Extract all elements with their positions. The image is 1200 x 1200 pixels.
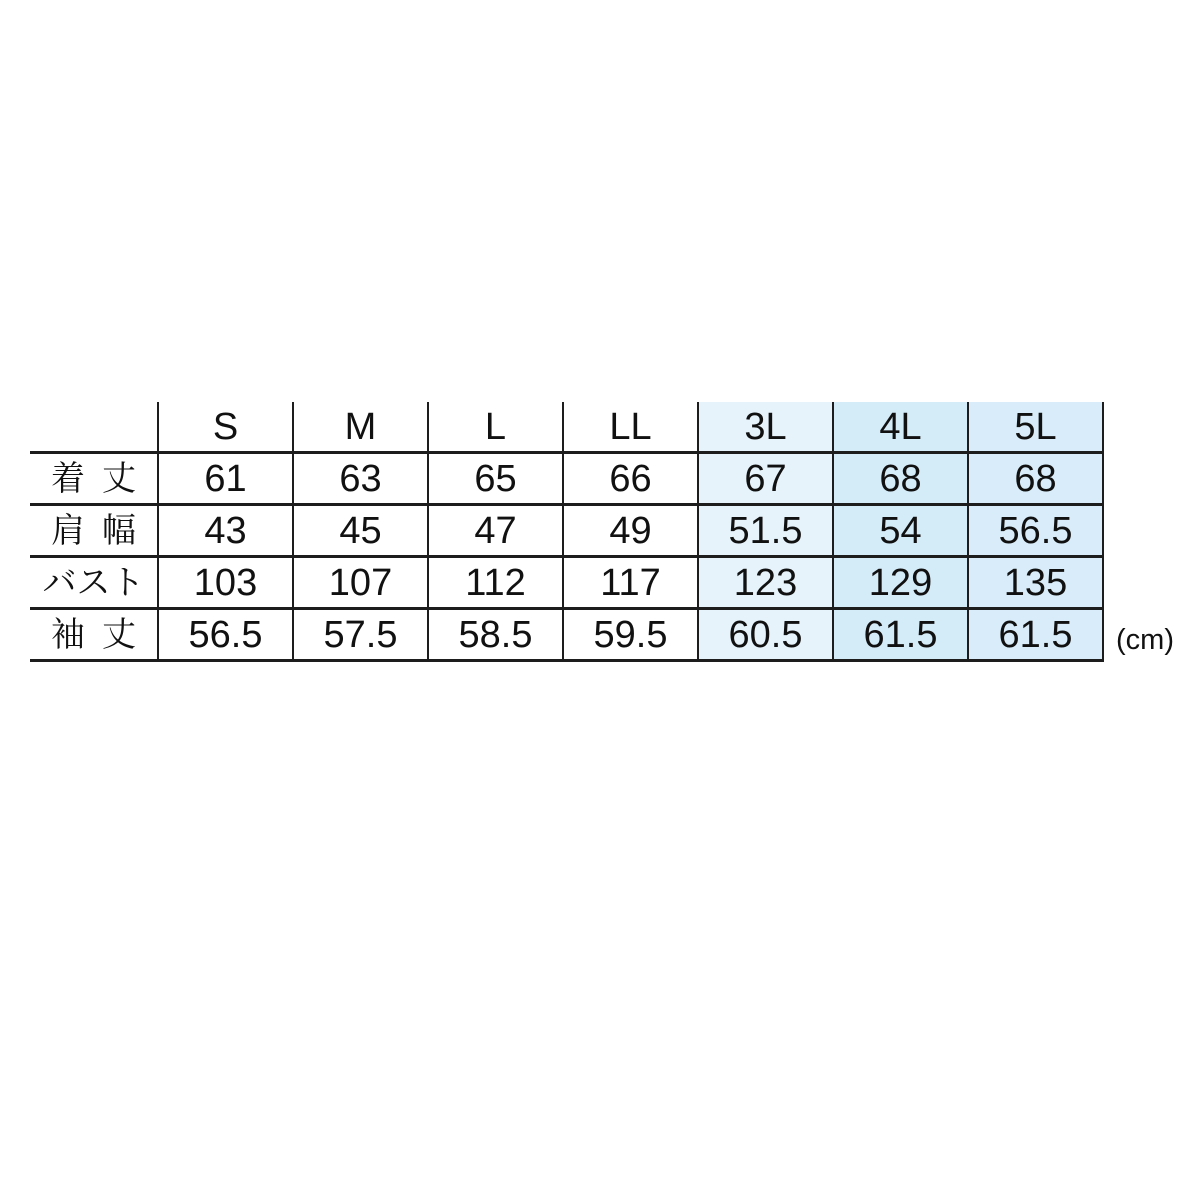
cell-body-length-m: 63 bbox=[293, 453, 428, 505]
col-header-l: L bbox=[428, 402, 563, 453]
cell-sleeve-length-ll: 59.5 bbox=[563, 609, 698, 661]
cell-bust-l: 112 bbox=[428, 557, 563, 609]
col-header-s: S bbox=[158, 402, 293, 453]
size-table bbox=[30, 402, 1104, 662]
cell-shoulder-width-s: 43 bbox=[158, 505, 293, 557]
table-row-body-length bbox=[30, 453, 1103, 505]
cell-body-length-4l: 68 bbox=[833, 453, 968, 505]
cell-sleeve-length-4l: 61.5 bbox=[833, 609, 968, 661]
col-header-3l: 3L bbox=[698, 402, 833, 453]
corner-cell bbox=[30, 402, 158, 453]
cell-bust-3l: 123 bbox=[698, 557, 833, 609]
cell-shoulder-width-m: 45 bbox=[293, 505, 428, 557]
cell-body-length-3l: 67 bbox=[698, 453, 833, 505]
table-row-bust bbox=[30, 557, 1103, 609]
size-table-body bbox=[30, 453, 1103, 661]
cell-sleeve-length-l: 58.5 bbox=[428, 609, 563, 661]
row-label-text: バスト bbox=[42, 563, 145, 602]
cell-bust-s: 103 bbox=[158, 557, 293, 609]
cell-bust-5l: 135 bbox=[968, 557, 1103, 609]
cell-sleeve-length-s: 56.5 bbox=[158, 609, 293, 661]
row-label-bust bbox=[30, 557, 158, 609]
cell-shoulder-width-l: 47 bbox=[428, 505, 563, 557]
size-chart bbox=[30, 402, 1174, 662]
col-header-4l: 4L bbox=[833, 402, 968, 453]
col-header-ll: LL bbox=[563, 402, 698, 453]
cell-body-length-l: 65 bbox=[428, 453, 563, 505]
cell-sleeve-length-m: 57.5 bbox=[293, 609, 428, 661]
cell-bust-4l: 129 bbox=[833, 557, 968, 609]
row-label-sleeve-length bbox=[30, 609, 158, 661]
table-row-shoulder-width bbox=[30, 505, 1103, 557]
table-row-sleeve-length bbox=[30, 609, 1103, 661]
row-label-text: 肩幅 bbox=[51, 511, 153, 550]
cell-body-length-5l: 68 bbox=[968, 453, 1103, 505]
row-label-text: 着丈 bbox=[51, 459, 153, 498]
cell-shoulder-width-4l: 54 bbox=[833, 505, 968, 557]
cell-body-length-s: 61 bbox=[158, 453, 293, 505]
col-header-m: M bbox=[293, 402, 428, 453]
cell-bust-m: 107 bbox=[293, 557, 428, 609]
row-label-shoulder-width bbox=[30, 505, 158, 557]
cell-shoulder-width-3l: 51.5 bbox=[698, 505, 833, 557]
col-header-5l: 5L bbox=[968, 402, 1103, 453]
cell-bust-ll: 117 bbox=[563, 557, 698, 609]
unit-label: (cm) bbox=[1116, 624, 1174, 656]
cell-body-length-ll: 66 bbox=[563, 453, 698, 505]
cell-sleeve-length-5l: 61.5 bbox=[968, 609, 1103, 661]
cell-sleeve-length-3l: 60.5 bbox=[698, 609, 833, 661]
header-row bbox=[30, 402, 1103, 453]
cell-shoulder-width-ll: 49 bbox=[563, 505, 698, 557]
row-label-text: 袖丈 bbox=[51, 615, 153, 654]
row-label-body-length bbox=[30, 453, 158, 505]
size-table-header bbox=[30, 402, 1103, 453]
cell-shoulder-width-5l: 56.5 bbox=[968, 505, 1103, 557]
